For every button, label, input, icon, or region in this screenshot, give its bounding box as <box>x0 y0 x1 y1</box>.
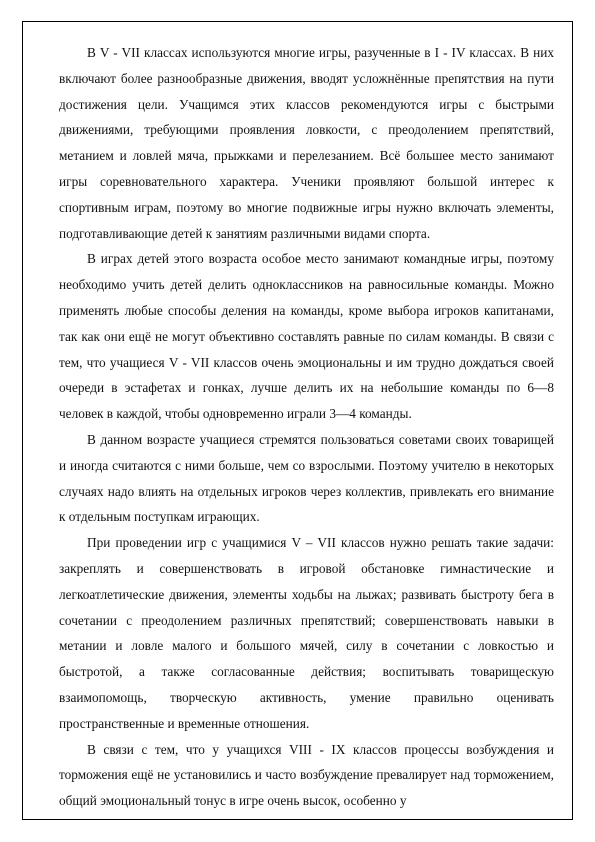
paragraph-4: При проведении игр с учащимися V – VII классов нужно решать такие задачи: закреплять и совершенствовать в игровой обстановке гимнастические и легкоатлетические движения, элементы ходьбы на лыжах; развивать быстроту бега в сочетании с преодолением различных препятствий; совершенствовать навыки в метании и ловле малого и большого мячей, силу в сочетании с ловкостью и быстротой, а также согласованные действия; воспитывать товарищескую взаимопомощь, творческую активность, умение правильно оценивать пространственные и временные отношения. <box>59 535 554 731</box>
paragraph-1: В V - VII классах используются многие игры, разученные в I - IV классах. В них включают более разнообразные движения, вводят усложнённые препятствия на пути достижения цели. Учащимся этих классов рекомендуются игры с быстрыми движениями, требующими проявления ловкости, с преодолением препятствий, метанием и ловлей мяча, прыжками и перелезанием. Всё большее место занимают игры соревновательного характера. Ученики проявляют большой интерес к спортивным играм, поэтому во многие подвижные игры нужно включать элементы, подготавливающие детей к занятиям различными видами спорта. <box>59 45 554 241</box>
paragraph-2: В играх детей этого возраста особое место занимают командные игры, поэтому необходимо учить детей делить одноклассников на равносильные команды. Можно применять любые способы деления на команды, кроме выбора игроков капитанами, так как они ещё не могут объективно составлять равные по силам команды. В связи с тем, что учащиеся V - VII классов очень эмоциональны и им трудно дождаться своей очереди в эстафетах и гонках, лучше делить их на небольшие команды по 6—8 человек в каждой, чтобы одновременно играли 3—4 команды. <box>59 251 554 422</box>
document-body <box>59 40 554 814</box>
paragraph-3: В данном возрасте учащиеся стремятся пользоваться советами своих товарищей и иногда считаются с ними больше, чем со взрослыми. Поэтому учителю в некоторых случаях надо влиять на отдельных игроков через коллектив, привлекать его внимание к отдельным поступкам играющих. <box>59 431 554 525</box>
paragraph-5: В связи с тем, что у учащихся VIII - IX классов процессы возбуждения и торможения ещё не установились и часто возбуждение превалирует над торможением, общий эмоциональный тонус в игре очень высок, особенно у <box>59 741 554 809</box>
